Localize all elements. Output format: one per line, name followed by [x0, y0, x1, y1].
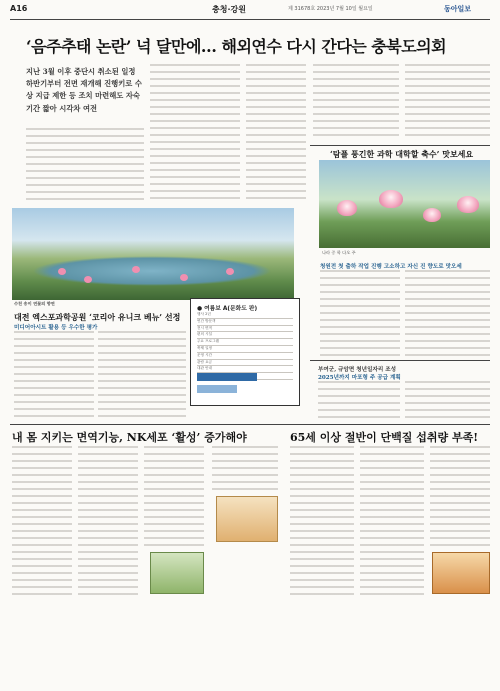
expo-headline[interactable]: 대전 엑스포과학공원 ‘코리아 유니크 베뉴’ 선정: [14, 312, 181, 322]
expo-subheadline: 미디어아시트 활용 등 우수한 평가: [14, 325, 98, 331]
info-row: 운영 시간: [197, 353, 293, 360]
info-row: 축제 일정: [197, 346, 293, 353]
lotus-headline[interactable]: ‘탐플 풍긴한 과학 대학할 축수’ 맛보세요: [330, 149, 474, 159]
info-row: 행사 2년: [197, 312, 293, 319]
issue-meta: 제 31678호 2023년 7월 10일 월요일: [288, 6, 373, 12]
lead-subheadline: 지난 3월 이후 중단시 취소된 일정 하반기부터 전면 재개해 진행키로 수상 지급 제한 등 조치 마련해도 자숙 기간 짧아 시각차 여전: [26, 67, 142, 113]
info-bar: [197, 373, 257, 381]
pond-photo-caption: [14, 301, 190, 307]
info-row: 편의 시설: [197, 332, 293, 339]
ad-right-col-1: [290, 446, 354, 596]
expo-body-col-2: [98, 331, 186, 419]
lotus-body-col-1: [320, 270, 400, 356]
lotus-body-col-2: [405, 270, 490, 356]
lead-body-col-1: [26, 128, 144, 200]
pond-caption-title: 수천 송이 연꽃의 향연: [14, 301, 55, 306]
page-header: [0, 0, 500, 20]
lotus-photo: [319, 160, 490, 248]
expo-info-table: [197, 312, 293, 380]
pond-photo: [12, 208, 294, 300]
supplement-box-image: [216, 496, 278, 542]
protein-product-image: [432, 552, 490, 594]
ad-right-col-3: [430, 446, 490, 546]
ad-left-headline[interactable]: 내 몸 지키는 면역기능, NK세포 ‘활성’ 증가해야: [12, 431, 247, 444]
expo-info-title: ● 여름보 A(문화도 판): [197, 306, 258, 312]
ad-left-col-3: [144, 446, 204, 546]
info-row: 주요 프로그램: [197, 339, 293, 346]
lead-headline[interactable]: ‘음주추태 논란’ 넉 달만에… 해외연수 다시 간다는 충북도의회: [26, 37, 447, 56]
header-rule: [10, 19, 490, 20]
page-number: A16: [10, 4, 28, 13]
masthead-brand: 동아일보: [444, 5, 472, 13]
lotus-caption: 나라 중 학 다오 주: [322, 250, 356, 255]
hub-body-col-2: [405, 381, 490, 419]
info-row: 연간 방문객: [197, 319, 293, 326]
ad-rule: [10, 424, 490, 425]
ad-left-col-1: [12, 446, 72, 596]
hub-headline[interactable]: 부여군, 규암면 청년일자리 조성: [318, 367, 397, 373]
hub-subheadline: 2025년까지 마포형 주 공급 계획: [318, 375, 401, 381]
info-row: 전시 면적: [197, 326, 293, 333]
ad-left-col-4: [212, 446, 278, 490]
info-row: 대관 안내: [197, 366, 293, 373]
expo-body-col-1: [14, 331, 94, 419]
lead-body-col-2: [150, 64, 240, 200]
lotus-subheadline: 청원전 첫 출하 작업 진행 고소하고 자신 진 향도로 맛오세: [320, 264, 462, 270]
lead-body-col-3: [246, 64, 306, 200]
expo-info-box: [190, 298, 300, 406]
hub-body-col-1: [318, 381, 400, 419]
info-bar: [197, 385, 237, 393]
ad-right-headline[interactable]: 65세 이상 절반이 단백질 섭취량 부족!: [290, 431, 479, 444]
supplement-bottle-image: [150, 552, 204, 594]
lead-body-col-4: [313, 64, 399, 138]
section-title: 충청·강원: [212, 5, 246, 14]
lotus-rule: [310, 145, 490, 146]
hub-rule: [310, 360, 490, 361]
ad-right-col-2: [360, 446, 424, 596]
lead-body-col-5: [405, 64, 490, 138]
ad-left-col-2: [78, 446, 138, 596]
info-row: 관람 요금: [197, 360, 293, 367]
